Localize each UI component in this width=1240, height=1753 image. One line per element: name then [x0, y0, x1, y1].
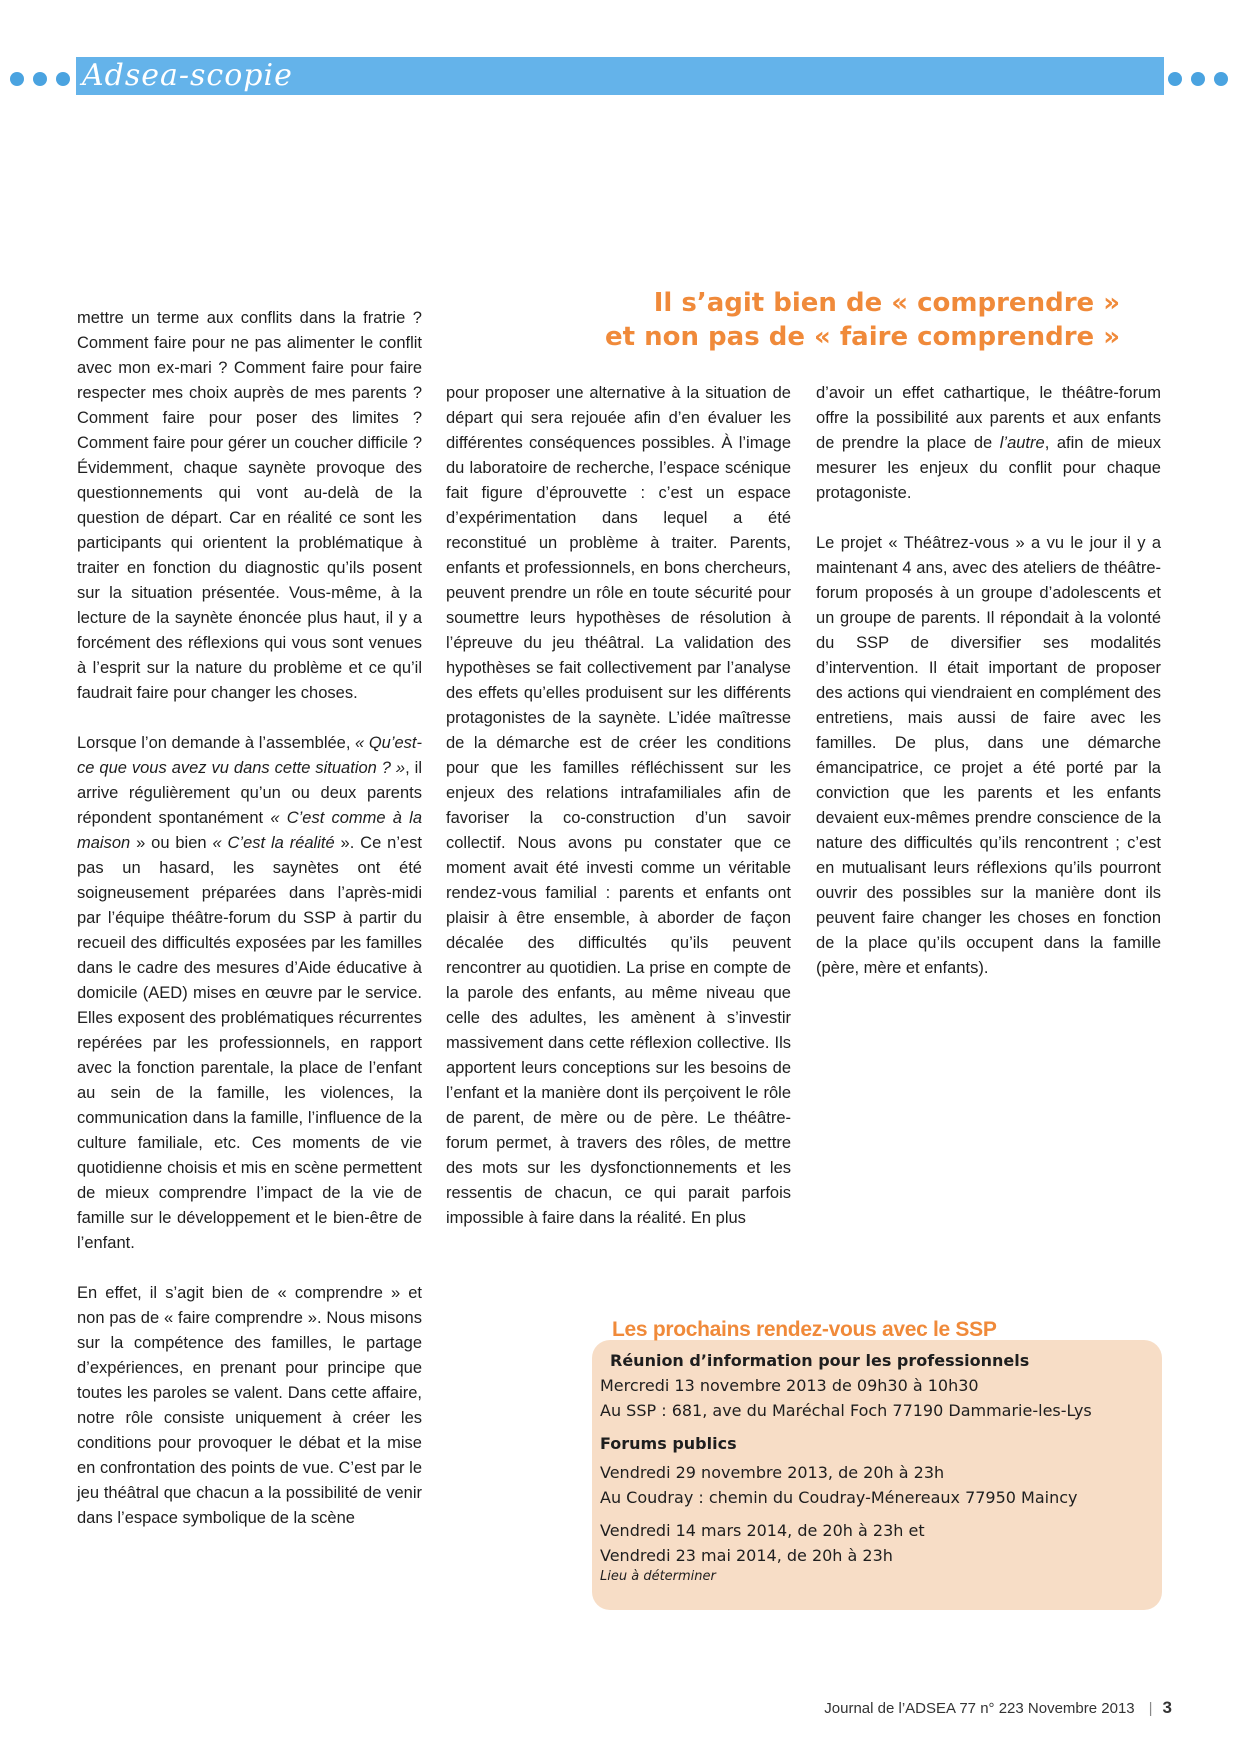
- text-run: d’avoir un effet cathartique, le théâtre-forum offre la possibilité aux parents et aux enfants de prendre la place de: [816, 384, 1161, 452]
- italic-word: l’autre: [999, 434, 1045, 452]
- footer-separator: |: [1148, 1700, 1153, 1717]
- page-footer: [0, 1698, 1172, 1719]
- paragraph: pour proposer une alternative à la situation de départ qui sera rejouée afin d’en évaluer les différentes conséquences possibles. À l’image du laboratoire de recherche, l’espace scénique fait figure d’éprouvette : c’est un espace d’expérimentation dans lequel a été reconstitué un problème à traiter. Parents, enfants et professionnels, en bons chercheurs, peuvent prendre un rôle en toute sécurité pour soumettre leurs hypothèses de résolution à l’épreuve du jeu théâtral. La validation des hypothèses se fait collectivement par l’analyse des effets qu’elles produisent sur les différents protagonistes de la saynète. L’idée maîtresse de la démarche est de créer les conditions pour que les familles réfléchissent sur les enjeux des relations intrafamiliales afin de favoriser la co-construction d’un savoir collectif. Nous avons pu constater que ce moment avait été investi comme un véritable rendez-vous familial : parents et enfants ont plaisir à être ensemble, à aborder de façon décalée des difficultés qu’ils peuvent rencontrer au quotidien. La prise en compte de la parole des enfants, au même niveau que celle des adultes, les amènent à s’investir massivement dans cette réflexion collective. Ils apportent leurs conceptions sur les besoins de l’enfant et la manière dont ils perçoivent le rôle de parent, de mère ou de père. Le théâtre-forum permet, à travers des rôles, de mettre des mots sur les dysfonctionnements et les ressentis de chacun, ce qui parait parfois impossible à faire dans la réalité. En plus: [446, 384, 791, 1227]
- text-run: » ou bien: [130, 834, 213, 852]
- article-column-2: [446, 381, 791, 1231]
- italic-quote: « Qu’est-ce que vous avez vu dans cette situation ? »: [77, 734, 422, 777]
- meeting-heading: Réunion d’information pour les professionnels: [610, 1351, 1030, 1370]
- forum-date: Vendredi 14 mars 2014, de 20h à 23h et: [600, 1521, 925, 1540]
- forums-heading: Forums publics: [600, 1434, 737, 1453]
- pull-quote-line-1: Il s’agit bien de « comprendre »: [653, 288, 1120, 318]
- right-dot-2: [1191, 72, 1205, 86]
- left-dot-1: [10, 72, 24, 86]
- section-title: Adsea-scopie: [82, 58, 293, 93]
- text-run: , il arrive régulièrement qu’un ou deux parents répondent spontanément: [77, 759, 423, 827]
- meeting-date: Mercredi 13 novembre 2013 de 09h30 à 10h30: [600, 1376, 979, 1395]
- forum-place-tbd: Lieu à déterminer: [600, 1569, 716, 1584]
- paragraph: mettre un terme aux conflits dans la fratrie ? Comment faire pour ne pas alimenter le conflit avec mon ex-mari ? Comment faire pour faire respecter mes choix auprès de mes parents ? Comment faire pour poser des limites ? Comment faire pour gérer un coucher difficile ? Évidemment, chaque saynète provoque des questionnements qui vont au-delà de la question de départ. Car en réalité ce sont les participants qui orientent la problématique à traiter en fonction du diagnostic qu’ils posent sur la situation présentée. Vous-même, à la lecture de la saynète énoncée plus haut, il y a forcément des réflexions qui vous sont venues à l’esprit sur la nature du problème et ce qu’il faudrait faire pour changer les choses.: [77, 309, 422, 702]
- pull-quote-line-2: et non pas de « faire comprendre »: [604, 322, 1120, 352]
- article-column-3: [816, 381, 1161, 981]
- text-run: Lorsque l’on demande à l’assemblée,: [77, 734, 356, 752]
- events-box-title: Les prochains rendez-vous avec le SSP: [612, 1318, 997, 1341]
- forum-date: Vendredi 23 mai 2014, de 20h à 23h: [600, 1546, 893, 1565]
- left-dot-2: [33, 72, 47, 86]
- pull-quote: [520, 286, 1120, 354]
- events-list: [600, 1348, 1160, 1586]
- right-dot-3: [1214, 72, 1228, 86]
- paragraph: [816, 381, 1161, 506]
- italic-quote: « C’est comme à la maison: [77, 809, 423, 852]
- left-dot-3: [56, 72, 70, 86]
- paragraph: En effet, il s’agit bien de « comprendre » et non pas de « faire comprendre ». Nous misons sur la compétence des familles, le partage d’expériences, en prenant pour principe que toutes les paroles se valent. Dans cette affaire, notre rôle consiste uniquement à créer les conditions pour provoquer le débat et la mise en confrontation des points de vue. C’est par le jeu théâtral que chacun a la possibilité de venir dans l’espace symbolique de la scène: [77, 1284, 422, 1527]
- paragraph: Le projet « Théâtrez-vous » a vu le jour il y a maintenant 4 ans, avec des ateliers de théâtre-forum proposés à un groupe d’adolescents et un groupe de parents. Il répondait à la volonté du SSP de diversifier ses modalités d’intervention. Il était important de proposer des actions qui viendraient en complément des entretiens, mais aussi de faire avec les familles. De plus, dans une démarche émancipatrice, ce projet a été porté par la conviction que les parents et les enfants devaient eux-mêmes prendre conscience de la nature des difficultés qu’ils rencontrent ; c’est en mutualisant leurs réflexions qu’ils pourront ouvrir des possibles sur la manière dont ils peuvent faire changer les choses en fonction de la place qu’ils occupent dans la famille (père, mère et enfants).: [816, 534, 1161, 977]
- italic-quote: « C’est la réalité: [212, 834, 335, 852]
- article-column-1: [77, 306, 422, 1531]
- text-run: , afin de mieux mesurer les enjeux du conflit pour chaque protagoniste.: [816, 434, 1161, 502]
- meeting-place: Au SSP : 681, ave du Maréchal Foch 77190 Dammarie-les-Lys: [600, 1401, 1092, 1420]
- text-run: ». Ce n’est pas un hasard, les saynètes ont été soigneusement préparées dans l’après-midi par l’équipe théâtre-forum du SSP à partir du recueil des difficultés exposées par les familles dans le cadre des mesures d’Aide éducative à domicile (AED) mises en œuvre par le service. Elles exposent des problématiques récurrentes repérées par les professionnels, en rapport avec la fonction parentale, la place de l’enfant au sein de la famille, les violences, la communication dans la famille, l’influence de la culture familiale, etc. Ces moments de vie quotidienne choisis et mis en scène permettent de mieux comprendre l’impact de la vie de famille sur le développement et le bien-être de l’enfant.: [77, 834, 423, 1252]
- journal-info: Journal de l’ADSEA 77 n° 223 Novembre 2013: [824, 1700, 1135, 1717]
- forum-place: Au Coudray : chemin du Coudray-Ménereaux 77950 Maincy: [600, 1488, 1078, 1507]
- forum-date: Vendredi 29 novembre 2013, de 20h à 23h: [600, 1463, 945, 1482]
- page-number: 3: [1162, 1698, 1172, 1717]
- paragraph: [77, 731, 422, 1256]
- right-dot-1: [1168, 72, 1182, 86]
